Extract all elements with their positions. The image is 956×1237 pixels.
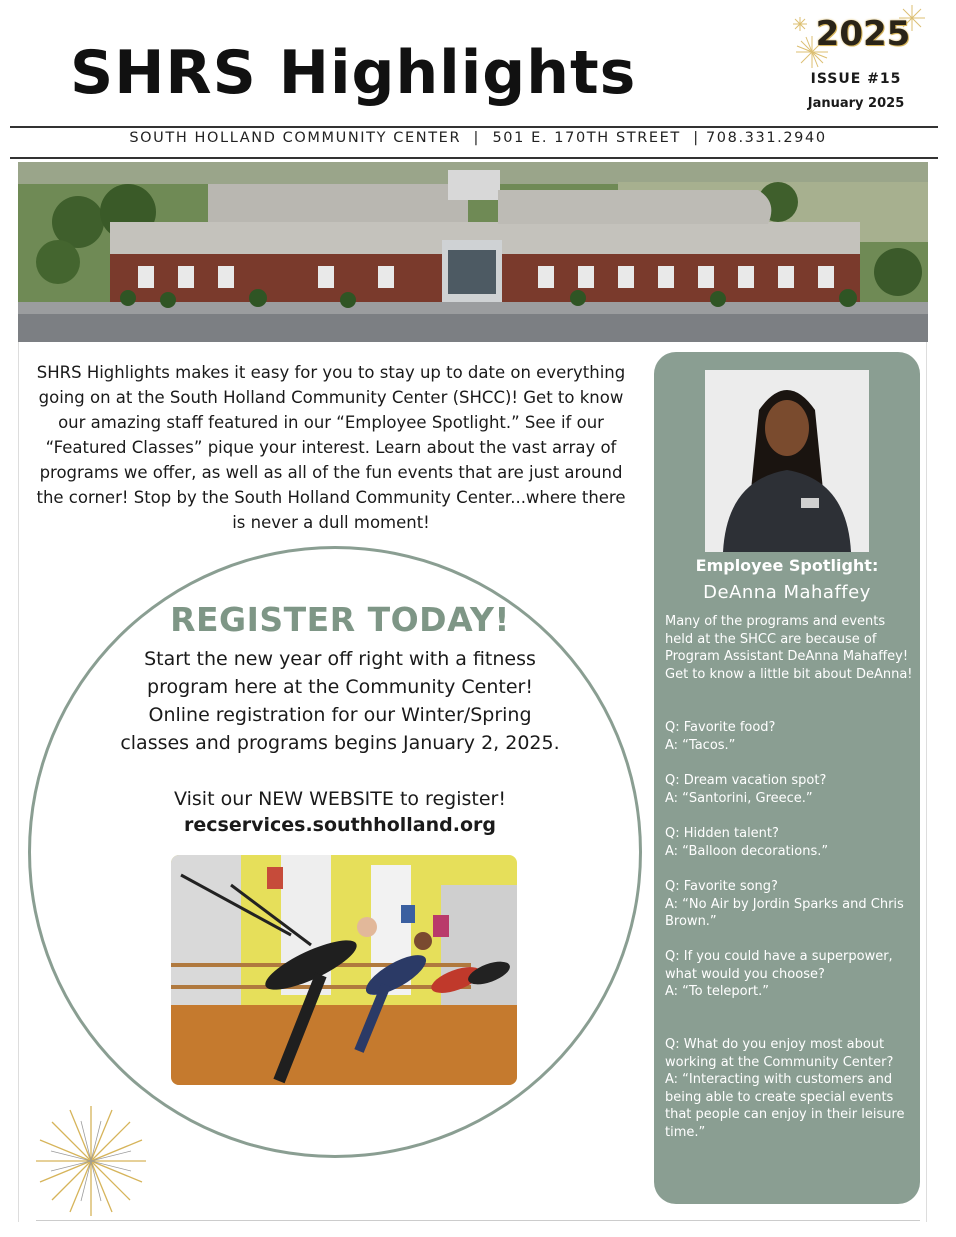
qa-item: [665, 772, 913, 807]
qa-answer: A: “Balloon decorations.”: [665, 843, 829, 859]
issue-number: ISSUE #15: [810, 71, 902, 87]
qa-answer: A: “Tacos.”: [665, 737, 736, 753]
qa-question: Q: Hidden talent?: [665, 826, 779, 841]
employee-portrait: [705, 370, 869, 552]
contact-bar: SOUTH HOLLAND COMMUNITY CENTER | 501 E. 170TH STREET | 708.331.2940: [129, 130, 827, 146]
spotlight-intro: Many of the programs and events held at the SHCC are because of Program Assistant DeAnna Mahaffey! Get to know a little bit about DeAnna!: [665, 614, 913, 682]
newsletter-title: SHRS Highlights: [70, 38, 637, 108]
qa-answer: A: “Santorini, Greece.”: [665, 790, 813, 806]
masthead-bottom-rule: [10, 157, 938, 159]
qa-question: Q: If you could have a superpower, what would you choose?: [665, 949, 893, 982]
intro-paragraph: SHRS Highlights makes it easy for you to stay up to date on everything going on at the South Holland Community Center (SHCC)! Get to know our amazing staff featured in our “Employee Spotlight.” See if our “Featured Classes” pique your interest. Learn about the vast array of programs we offer, as well as all of the fun events that are just around the corner! Stop by the South Holland Community Center...where there is never a dull moment!: [36, 363, 626, 532]
issue-year: 2025: [815, 14, 911, 54]
qa-question: Q: What do you enjoy most about working at the Community Center?: [665, 1037, 894, 1070]
spotlight-heading: Employee Spotlight:: [695, 556, 879, 575]
register-body: Start the new year off right with a fitness program here at the Community Center! Online registration for our Winter/Spring classes and programs begins January 2, 2025.: [120, 648, 560, 754]
qa-item: [665, 719, 913, 754]
qa-question: Q: Favorite food?: [665, 720, 776, 735]
bottom-rule: [36, 1220, 920, 1221]
spotlight-employee-name: DeAnna Mahaffey: [703, 582, 871, 603]
qa-question: Q: Dream vacation spot?: [665, 773, 827, 788]
qa-item: [665, 878, 913, 931]
firework-icon: [28, 1098, 154, 1224]
website-prompt: Visit our NEW WEBSITE to register!: [174, 788, 506, 810]
qa-question: Q: Favorite song?: [665, 879, 778, 894]
qa-item: [665, 948, 913, 1001]
register-heading: REGISTER TODAY!: [170, 600, 510, 639]
qa-answer: A: “Interacting with customers and being able to create special events that people can enjoy in their leisure time.”: [665, 1072, 905, 1140]
masthead-top-rule: [10, 126, 938, 128]
frame-line-right: [926, 342, 927, 1222]
fitness-class-photo: [171, 855, 517, 1085]
qa-answer: A: “To teleport.”: [665, 984, 769, 1000]
qa-item: [665, 1036, 913, 1142]
website-url-link[interactable]: recservices.southholland.org: [184, 814, 496, 836]
issue-date: January 2025: [807, 96, 905, 111]
frame-line-left: [18, 342, 19, 1222]
community-center-photo: [18, 162, 928, 342]
qa-item: [665, 825, 913, 860]
qa-answer: A: “No Air by Jordin Sparks and Chris Brown.”: [665, 896, 904, 930]
